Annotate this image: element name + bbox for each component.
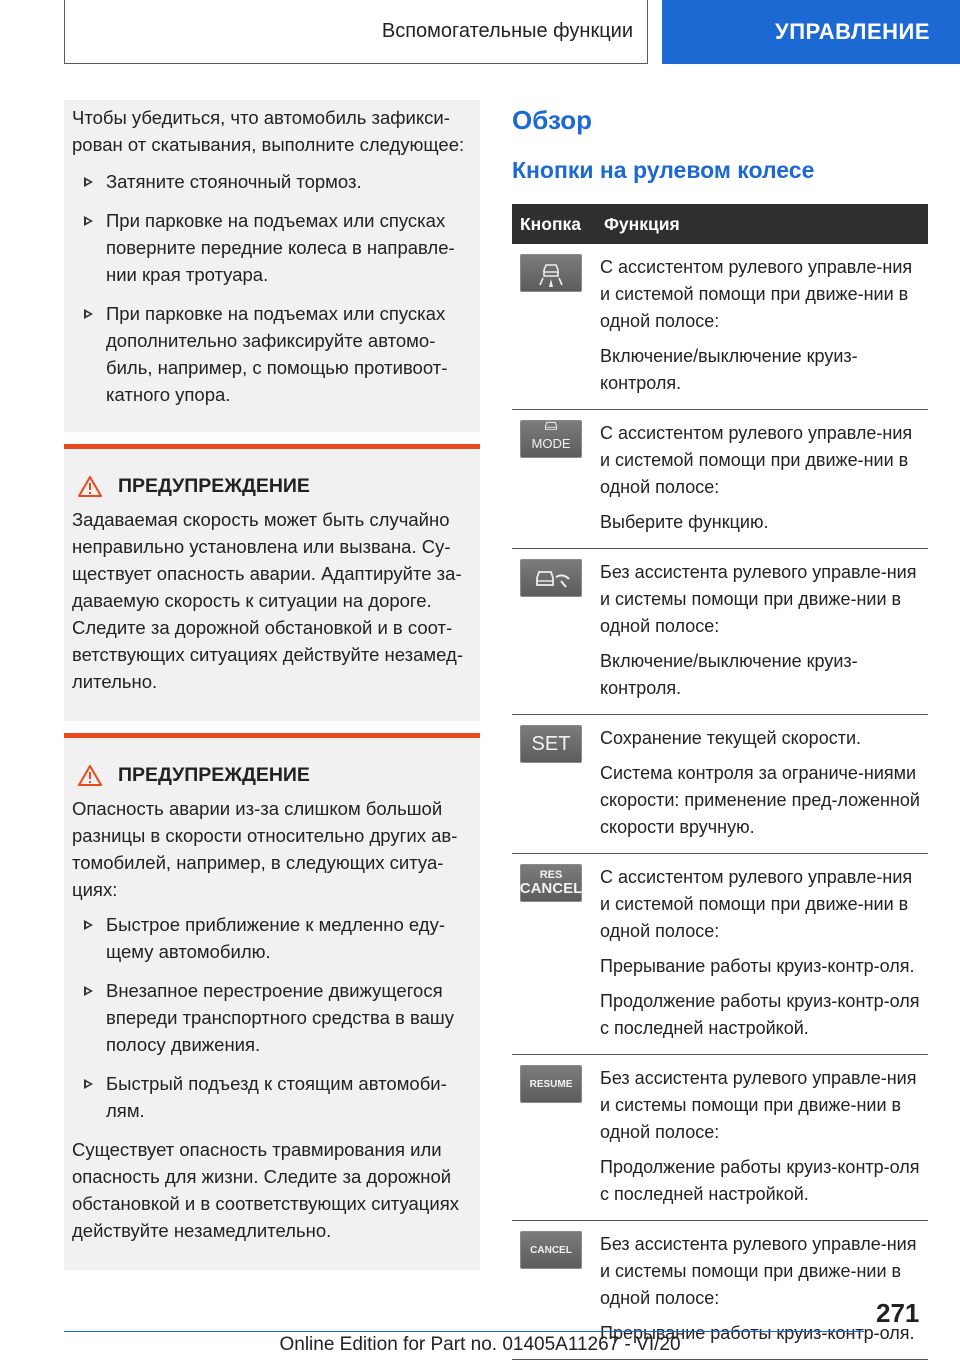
header-section: Вспомогательные функции [64,0,648,64]
situation-item: Быстрый подъезд к стоящим автомоби-лям. [72,1070,470,1124]
resume-button-icon: RESUME [520,1065,582,1103]
securing-box [64,100,480,432]
situation-item: Внезапное перестроение движущегося впереди транспортного средства в вашу полосу движения. [72,977,470,1058]
step-item: При парковке на подъемах или спусках дополнительно зафиксируйте автомо-биль, например, с помощью противоот-катного упора. [72,300,470,408]
buttons-table [512,204,928,1360]
warning-text: Задаваемая скорость может быть случайно неправильно установлена или вызвана. Су-ществует опасность аварии. Адаптируйте за-даваемую скорость к ситуации на дороге. Следите за дорожной обстановкой и в соот-ветствующих ситуациях действуйте незамед-лительно. [72,509,463,692]
column-header-button: Кнопка [512,204,600,244]
cancel-button-icon: CANCEL [520,1231,582,1269]
warning-box-2 [64,733,480,1270]
cruise-control-icon [520,559,582,597]
warning-situations [72,911,470,1124]
table-row: MODE С ассистентом рулевого управле-ния и системой помощи при движе-нии в одной полосе: Выберите функцию. [512,410,928,549]
table-row: С ассистентом рулевого управле-ния и системой помощи при движе-нии в одной полосе: Включение/выключение круиз-контроля. [512,244,928,410]
section-title: Обзор [512,105,592,135]
securing-intro: Чтобы убедиться, что автомобиль зафикси-рован от скатывания, выполните следующее: [72,107,465,155]
step-item: Затяните стояночный тормоз. [72,168,470,195]
warning-box-1 [64,444,480,721]
section-subtitle: Кнопки на рулевом колесе [512,157,815,183]
warning-text: Опасность аварии из-за слишком большой разницы в скорости относительно других ав-томобилей, например, в следующих ситуа-циях: [72,798,458,900]
warning-closing: Существует опасность травмирования или опасность для жизни. Следите за дорожной обстановкой и в соответствующих ситуациях действуйте незамедлительно. [72,1139,459,1241]
left-column [64,100,480,1270]
res-cancel-button-icon [520,864,582,902]
table-row: RES CANCEL С ассистентом рулевого управле-ния и системой помощи при движе-нии в одной полосе: Прерывание работы круиз-контр-оля. Продолжение работы круиз-контр-оля с последней настройкой. [512,854,928,1055]
situation-item: Быстрое приближение к медленно еду-щему автомобилю. [72,911,470,965]
warning-triangle-icon [78,476,102,497]
header-chapter[interactable]: УПРАВЛЕНИЕ [662,0,960,64]
set-button-icon: SET [520,725,582,763]
step-item: При парковке на подъемах или спусках поверните передние колеса в направле-нии края тротуара. [72,207,470,288]
warning-title: ПРЕДУПРЕЖДЕНИЕ [72,762,470,789]
table-row: RESUME Без ассистента рулевого управле-ния и системы помощи при движе-нии в одной полосе: Продолжение работы круиз-контр-оля с последней настройкой. [512,1055,928,1221]
warning-triangle-icon [78,765,102,786]
footer-edition: Online Edition for Part no. 01405A11267 - VI/20 [279,1334,681,1355]
table-row: Без ассистента рулевого управле-ния и системы помощи при движе-нии в одной полосе: Включение/выключение круиз-контроля. [512,549,928,715]
mode-button-icon: MODE [520,420,582,458]
res-label: RES [539,869,563,881]
warning-title: ПРЕДУПРЕЖДЕНИЕ [72,473,470,500]
footer-divider [64,1331,864,1332]
table-row: CANCEL Без ассистента рулевого управле-ния и системы помощи при движе-нии в одной полосе: Прерывание работы круиз-контр-оля. [512,1221,928,1360]
lane-assist-cruise-icon [520,254,582,292]
securing-steps [72,168,470,408]
page-number: 271 [876,1298,920,1328]
column-header-function: Функция [600,204,928,244]
cancel-label: CANCEL [519,880,583,897]
table-row: SET Сохранение текущей скорости. Система контроля за ограниче-ниями скорости: применение пред-ложенной скорости вручную. [512,715,928,854]
right-column [512,100,928,1360]
